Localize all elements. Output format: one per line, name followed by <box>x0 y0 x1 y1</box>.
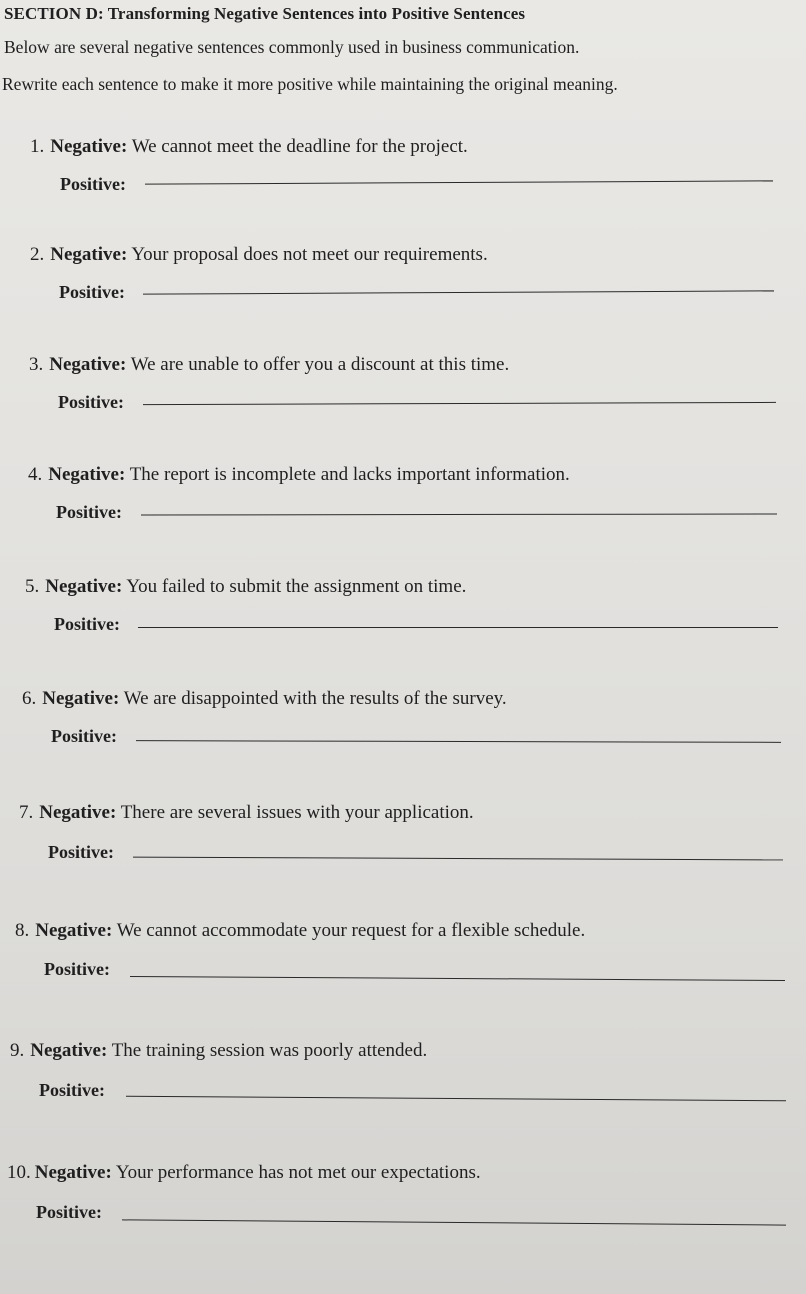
answer-blank[interactable] <box>136 740 781 743</box>
positive-label: Positive: <box>58 392 124 412</box>
negative-label: Negative: <box>35 920 113 941</box>
positive-label: Positive: <box>36 1202 102 1222</box>
negative-label: Negative: <box>49 354 127 375</box>
item-number: 6. <box>22 688 37 709</box>
positive-label: Positive: <box>44 959 110 979</box>
negative-label: Negative: <box>45 576 123 597</box>
item-number: 3. <box>29 354 44 375</box>
positive-label: Positive: <box>51 726 117 746</box>
negative-sentence-line <box>28 464 570 486</box>
answer-blank[interactable] <box>133 857 783 861</box>
negative-label: Negative: <box>50 244 128 265</box>
negative-sentence-line <box>30 244 488 266</box>
item-number: 1. <box>30 136 45 157</box>
answer-blank[interactable] <box>143 290 774 294</box>
negative-label: Negative: <box>42 688 120 709</box>
section-title: SECTION D: Transforming Negative Sentences into Positive Sentences <box>4 4 526 23</box>
item-number: 10. <box>7 1162 31 1183</box>
instructions-line-1: Below are several negative sentences commonly used in business communication. <box>4 37 580 57</box>
answer-blank[interactable] <box>130 976 785 981</box>
item-number: 8. <box>15 920 30 941</box>
item-number: 7. <box>19 802 34 823</box>
positive-label: Positive: <box>39 1080 105 1100</box>
negative-label: Negative: <box>30 1040 108 1061</box>
negative-sentence-line <box>25 576 466 598</box>
negative-sentence: Your proposal does not meet our requirements. <box>131 244 488 265</box>
negative-sentence-line <box>30 136 468 158</box>
negative-sentence-line <box>19 802 474 824</box>
answer-blank[interactable] <box>143 402 776 405</box>
negative-sentence-line <box>29 354 509 376</box>
item-number: 2. <box>30 244 45 265</box>
item-number: 5. <box>25 576 40 597</box>
negative-sentence: The training session was poorly attended. <box>111 1040 428 1061</box>
item-number: 9. <box>10 1040 25 1061</box>
answer-blank[interactable] <box>122 1219 786 1225</box>
positive-label: Positive: <box>48 842 114 862</box>
negative-label: Negative: <box>50 136 128 157</box>
answer-blank[interactable] <box>145 180 773 184</box>
positive-label: Positive: <box>54 614 120 634</box>
negative-sentence: The report is incomplete and lacks important information. <box>129 464 570 485</box>
negative-label: Negative: <box>48 464 126 485</box>
negative-label: Negative: <box>34 1162 112 1183</box>
negative-sentence: We are unable to offer you a discount at this time. <box>130 354 510 375</box>
negative-sentence: We are disappointed with the results of the survey. <box>123 688 507 709</box>
negative-sentence-line <box>7 1162 481 1184</box>
item-number: 4. <box>28 464 43 485</box>
negative-sentence-line <box>10 1040 427 1062</box>
answer-blank[interactable] <box>141 513 777 515</box>
negative-sentence: There are several issues with your application. <box>120 802 474 823</box>
answer-blank[interactable] <box>126 1096 786 1102</box>
negative-label: Negative: <box>39 802 117 823</box>
positive-label: Positive: <box>56 502 122 522</box>
negative-sentence: We cannot accommodate your request for a flexible schedule. <box>116 920 586 941</box>
positive-label: Positive: <box>59 282 125 302</box>
negative-sentence-line <box>15 920 585 942</box>
negative-sentence-line <box>22 688 507 710</box>
negative-sentence: You failed to submit the assignment on time. <box>126 576 467 597</box>
instructions-line-2: Rewrite each sentence to make it more positive while maintaining the original meaning. <box>2 74 618 94</box>
positive-label: Positive: <box>60 174 126 194</box>
negative-sentence: We cannot meet the deadline for the project. <box>131 136 468 157</box>
answer-blank[interactable] <box>138 627 778 628</box>
negative-sentence: Your performance has not met our expectations. <box>115 1162 481 1183</box>
